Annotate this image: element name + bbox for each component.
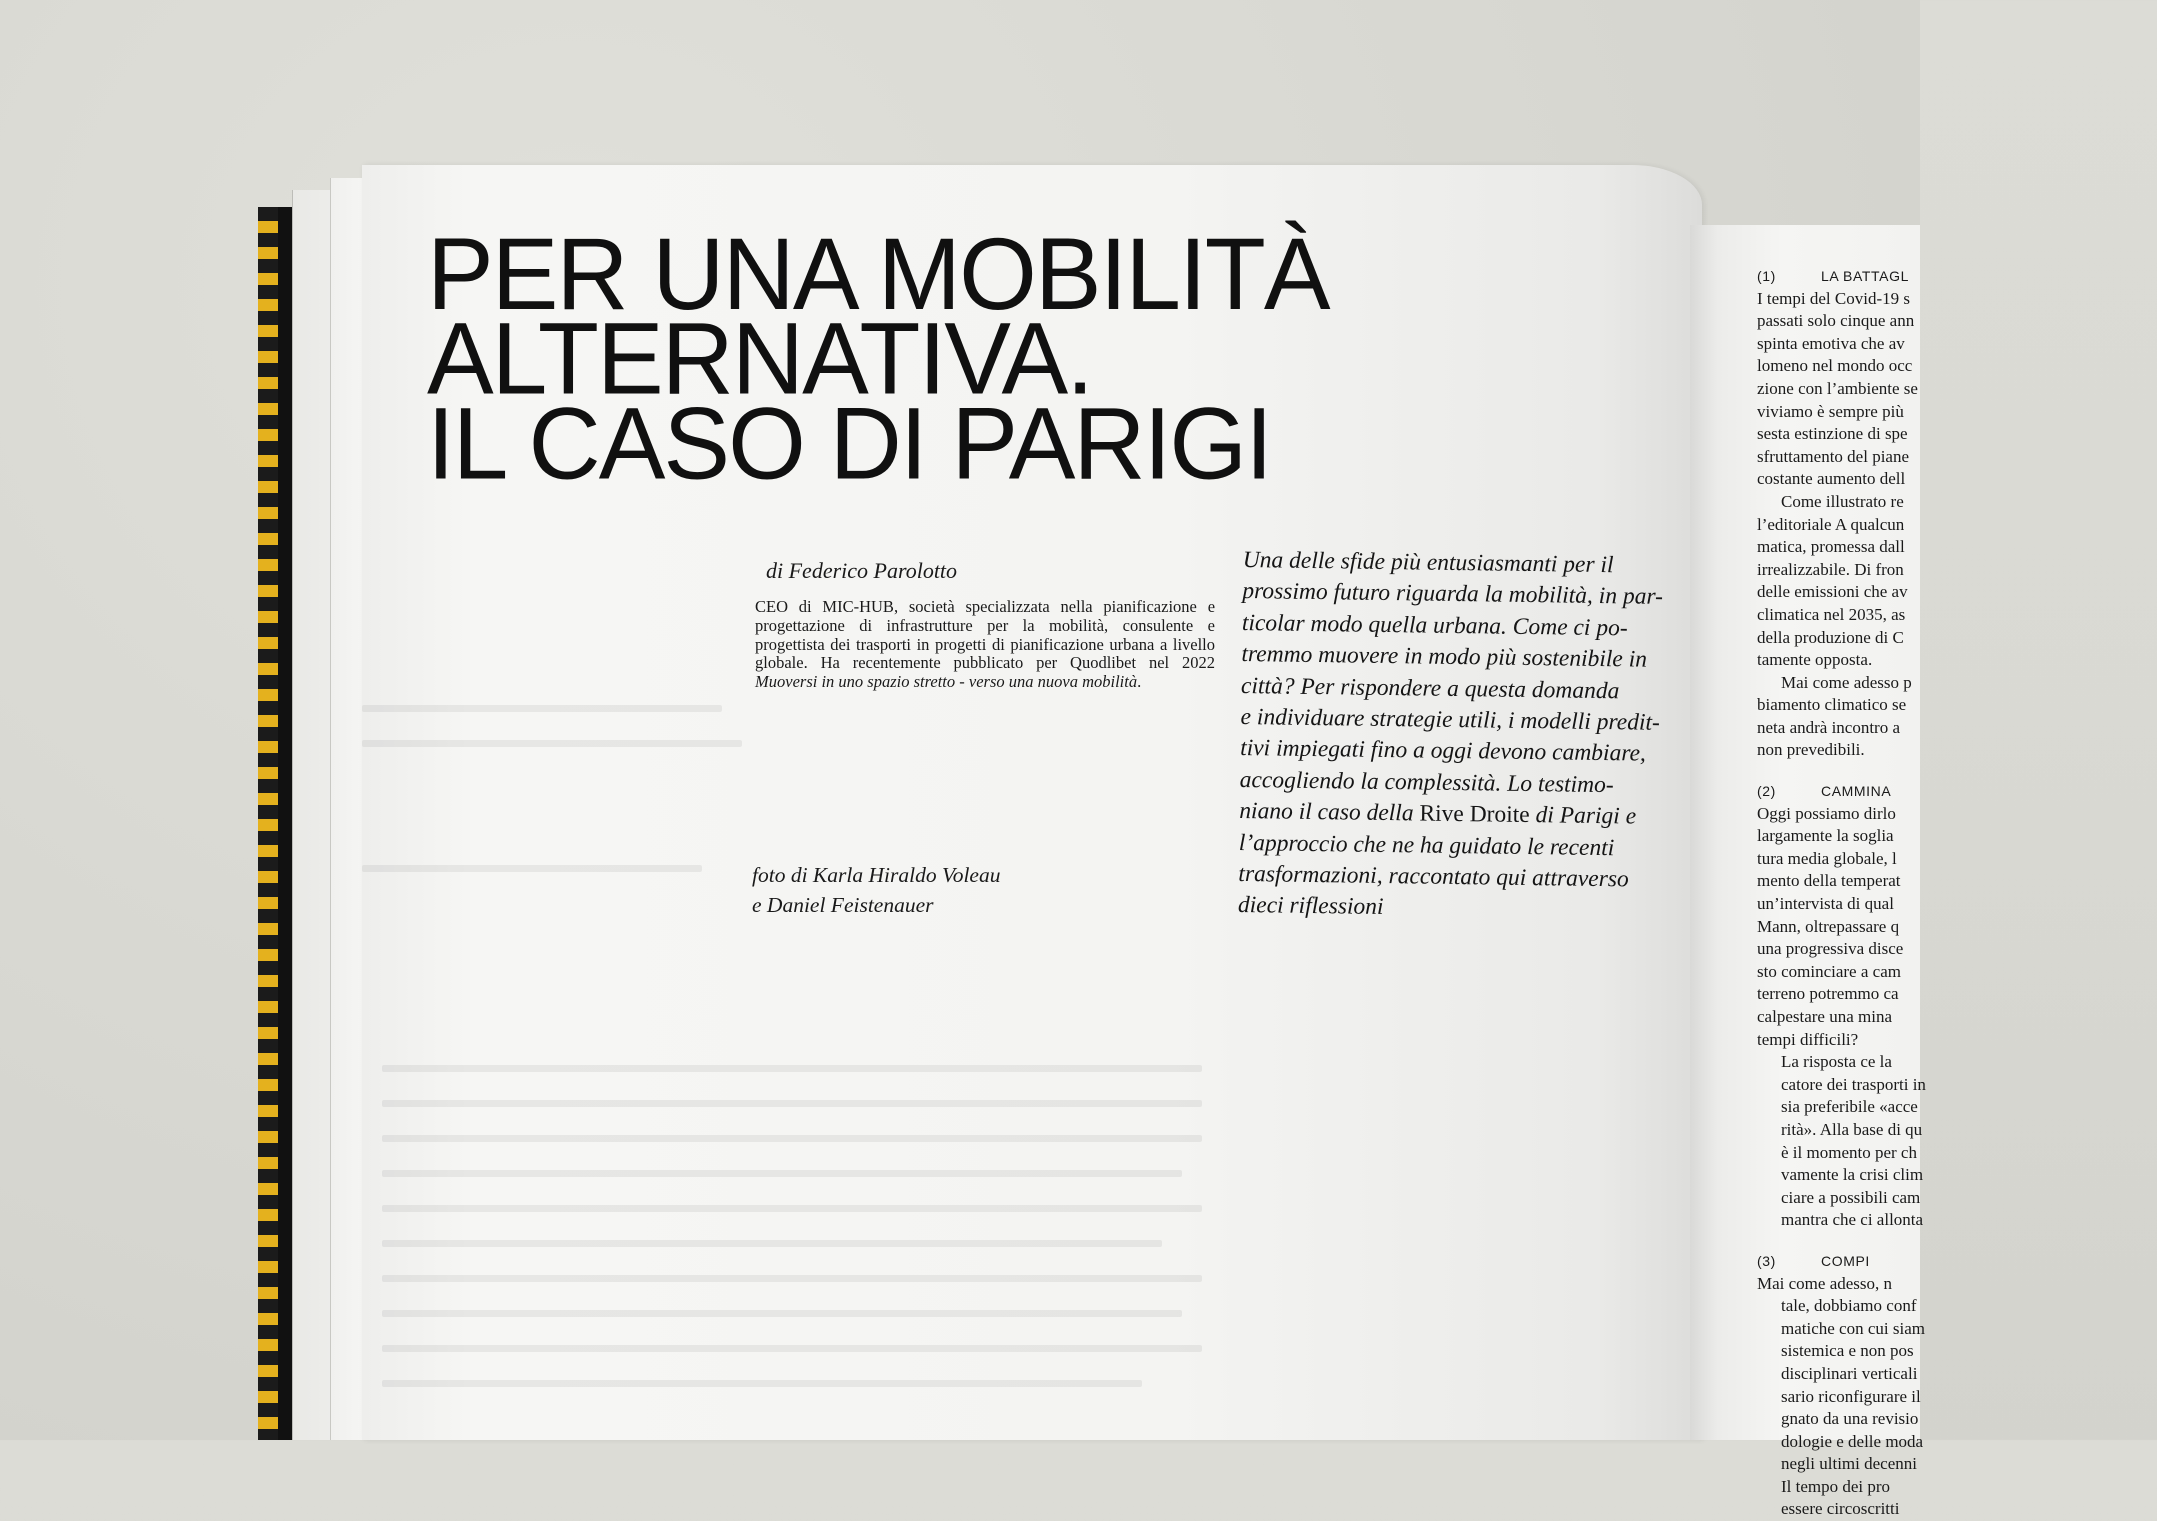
body-line: largamente la soglia xyxy=(1757,826,1894,846)
body-line: Oggi possiamo dirlo xyxy=(1757,803,1896,823)
body-line: rità». Alla base di qu xyxy=(1781,1119,1923,1139)
body-line: sia preferibile «acce xyxy=(1781,1097,1918,1117)
section-number: (3) xyxy=(1757,1252,1776,1269)
show-through-line xyxy=(362,705,722,712)
section-heading xyxy=(1757,265,2157,288)
body-line: essere circoscritti xyxy=(1781,1499,1900,1519)
section-title: CAMMINA xyxy=(1821,783,1892,800)
body-line: un’intervista di qual xyxy=(1757,894,1894,914)
intro-line: ticolar modo quella urbana. Come ci po- xyxy=(1241,609,1628,642)
body-line: ciare a possibili cam xyxy=(1781,1187,1921,1207)
show-through-line xyxy=(362,865,702,872)
body-line: Mai come adesso p xyxy=(1781,672,1912,692)
body-line: negli ultimi decenni xyxy=(1781,1454,1917,1474)
body-line: irrealizzabile. Di fron xyxy=(1757,559,1904,579)
body-line: lomeno nel mondo occ xyxy=(1757,356,1913,376)
body-line: non prevedibili. xyxy=(1757,740,1865,760)
show-through-line xyxy=(382,1170,1182,1177)
body-line: l’editoriale A qualcun xyxy=(1757,514,1905,534)
body-line: Mann, oltrepassare q xyxy=(1757,916,1900,936)
body-line: sto cominciare a cam xyxy=(1757,961,1901,981)
body-line: I tempi del Covid-19 s xyxy=(1757,288,1910,308)
show-through-line xyxy=(362,740,742,747)
body-line: zione con l’ambiente se xyxy=(1757,378,1918,398)
show-through-line xyxy=(382,1240,1162,1247)
intro-line: accogliendo la complessità. Lo testimo- xyxy=(1239,766,1614,799)
author-byline: di Federico Parolotto xyxy=(766,558,958,583)
body-line: mantra che ci allonta xyxy=(1781,1210,1924,1230)
show-through-line xyxy=(382,1345,1202,1352)
intro-line: prossimo futuro riguarda la mobilità, in par- xyxy=(1242,578,1664,611)
body-line: tamente opposta. xyxy=(1757,650,1873,670)
section-heading xyxy=(1757,1250,2157,1273)
intro-line: e individuare strategie utili, i modelli predit- xyxy=(1240,704,1660,736)
bio-text: CEO di MIC-HUB, società specializzata nella pianificazione xyxy=(755,597,1197,616)
body-line: sistemica e non pos xyxy=(1781,1341,1914,1361)
magazine-spine xyxy=(258,207,292,1440)
body-line: spinta emotiva che av xyxy=(1757,333,1905,353)
body-line: climatica nel 2035, as xyxy=(1757,604,1906,624)
body-line: catore dei trasporti in xyxy=(1781,1074,1926,1094)
intro-line: trasformazioni, raccontato qui attraverso xyxy=(1238,861,1629,893)
bio-text: nel 2022 xyxy=(1148,653,1216,673)
photo-credit-line: e Daniel Feistenauer xyxy=(752,893,934,917)
intro-line: città? Per rispondere a questa domanda xyxy=(1240,672,1620,704)
body-line: della produzione di C xyxy=(1757,627,1904,647)
right-page-column xyxy=(1757,265,2157,1521)
intro-line: l’approccio che ne ha guidato le recenti xyxy=(1238,829,1615,861)
book-title: Muoversi in uno spazio stretto - verso una nuova xyxy=(755,672,1078,692)
body-line: sfruttamento del piane xyxy=(1757,446,1910,466)
magazine-right-page xyxy=(1690,225,1926,1519)
body-line: dologie e delle moda xyxy=(1781,1431,1924,1451)
intro-line: tremmo muovere in modo più sostenibile in xyxy=(1241,641,1648,673)
book-title: mobilità xyxy=(1082,672,1138,692)
section-heading xyxy=(1757,780,2157,803)
body-line: una progressiva disce xyxy=(1757,939,1904,959)
body-line: passati solo cinque ann xyxy=(1757,311,1915,331)
article-headline xyxy=(427,217,1527,501)
bio-text: progettista dei trasporti in progetti di pianificazione urbana xyxy=(755,634,1155,654)
body-line: mento della temperat xyxy=(1757,871,1901,891)
section-number: (2) xyxy=(1757,783,1776,800)
intro-text: di Parigi e xyxy=(1529,802,1637,830)
body-line: matiche con cui siam xyxy=(1781,1318,1925,1338)
section-title: LA BATTAGL xyxy=(1821,268,1909,284)
article-intro xyxy=(1238,545,1683,928)
bio-text: . xyxy=(1137,672,1142,692)
body-line: viviamo è sempre più xyxy=(1757,401,1904,421)
body-line: delle emissioni che av xyxy=(1757,582,1908,602)
body-line: Il tempo dei pro xyxy=(1781,1476,1891,1496)
photo-credit xyxy=(752,860,1000,920)
headline-line: IL CASO DI PARIGI xyxy=(427,386,1271,501)
intro-line: tivi impiegati fino a oggi devono cambiare, xyxy=(1239,735,1647,768)
body-line: biamento climatico se xyxy=(1757,695,1907,715)
body-line: tura media globale, l xyxy=(1757,848,1897,868)
body-line: La risposta ce la xyxy=(1781,1052,1892,1072)
intro-text: niano il caso della xyxy=(1239,798,1420,827)
show-through-line xyxy=(382,1205,1202,1212)
body-line: è il momento per ch xyxy=(1781,1142,1917,1162)
show-through-line xyxy=(382,1380,1142,1387)
body-line: costante aumento dell xyxy=(1757,469,1906,489)
place-name: Rive Droite xyxy=(1419,800,1530,829)
section-title: COMPI xyxy=(1821,1252,1870,1269)
bio-text: a livello globale. Ha recentemente pubblicato per Quodlibet xyxy=(755,634,1216,673)
photo-credit-line: foto di Karla Hiraldo Voleau xyxy=(752,863,1001,887)
intro-line: Una delle sfide più entusiasmanti per il xyxy=(1242,546,1614,579)
show-through-line xyxy=(382,1275,1202,1282)
headline-line: PER UNA MOBILITÀ xyxy=(427,217,1329,332)
show-through-line xyxy=(382,1310,1182,1317)
section-number: (1) xyxy=(1757,268,1776,284)
author-bio xyxy=(755,598,1215,692)
show-through-line xyxy=(382,1135,1202,1142)
body-line: gnato da una revisio xyxy=(1781,1409,1919,1429)
body-line: tempi difficili? xyxy=(1757,1029,1859,1049)
body-line: sesta estinzione di spe xyxy=(1757,424,1908,444)
body-line: Come illustrato re xyxy=(1781,491,1904,511)
body-line: matica, promessa dall xyxy=(1757,537,1905,557)
body-line: vamente la crisi clim xyxy=(1781,1165,1924,1185)
body-line: calpestare una mina xyxy=(1757,1007,1892,1026)
body-line: terreno potremmo ca xyxy=(1757,984,1899,1004)
bio-text: e progettazione di infrastrutture per la mobilità, consulente e xyxy=(755,597,1216,635)
intro-line: dieci riflessioni xyxy=(1237,892,1384,921)
show-through-line xyxy=(382,1100,1202,1107)
body-line: disciplinari verticali xyxy=(1781,1363,1918,1383)
body-line: Mai come adesso, n xyxy=(1757,1273,1893,1293)
body-line: neta andrà incontro a xyxy=(1757,717,1901,737)
body-line: tale, dobbiamo conf xyxy=(1781,1296,1917,1316)
headline-line: ALTERNATIVA. xyxy=(427,301,1093,417)
body-line: sario riconfigurare il xyxy=(1781,1386,1921,1406)
show-through-line xyxy=(382,1065,1202,1072)
